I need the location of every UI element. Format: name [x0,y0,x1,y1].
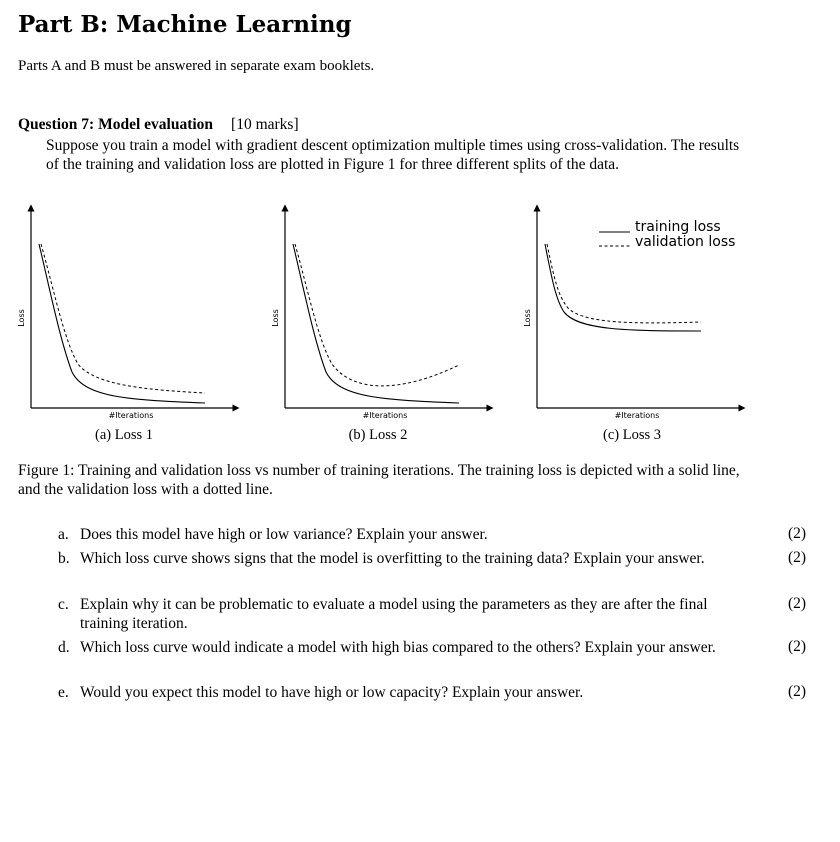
sub-question-mark: (2) [788,525,807,542]
caption-loss-1: (a) Loss 1 [95,427,153,443]
sub-question-text: Which loss curve would indicate a model with high bias compared to the others? Explain your answer. [80,639,716,656]
sub-question-mark: (2) [788,595,807,612]
validation-loss-line [547,244,701,323]
sub-question-text: Does this model have high or low variance? Explain your answer. [80,526,488,543]
x-axis-label: #Iterations [108,411,154,420]
training-loss-line [39,244,205,403]
chart-loss-2 [264,200,504,420]
sub-question-a [58,525,742,544]
chart-loss-3 [516,200,756,420]
caption-loss-2: (b) Loss 2 [348,427,408,443]
sub-question-letter: e. [58,684,69,701]
sub-question-c [58,595,742,633]
validation-loss-line [41,244,205,393]
sub-question-letter: b. [58,550,70,567]
sub-question-mark: (2) [788,638,807,655]
sub-question-text: Would you expect this model to have high or low capacity? Explain your answer. [80,684,584,701]
sub-question-text: Which loss curve shows signs that the model is overfitting to the training data? Explain your answer. [80,550,705,567]
sub-question-letter: c. [58,596,69,613]
y-axis-label: Loss [523,309,532,327]
sub-question-letter: d. [58,639,70,656]
training-loss-line [293,244,459,403]
caption-loss-3: (c) Loss 3 [603,427,661,443]
y-axis-label: Loss [271,309,280,327]
sub-question-mark: (2) [788,683,807,700]
sub-question-mark: (2) [788,549,807,566]
training-loss-line [545,244,701,331]
question-marks: [10 marks] [231,116,299,133]
sub-question-e [58,683,742,702]
y-axis-label: Loss [17,309,26,327]
sub-question-text: Explain why it can be problematic to evaluate a model using the parameters as they are after the final training iteration. [80,596,708,632]
validation-loss-line [295,244,459,386]
legend-validation-label: validation loss [635,234,736,250]
question-body: Suppose you train a model with gradient descent optimization multiple times using cross-validation. The results of the training and validation loss are plotted in Figure 1 for three different splits of the data. [46,137,740,173]
question-title: Question 7: Model evaluation [18,116,214,133]
part-title: Part B: Machine Learning [18,11,352,38]
legend-training-label: training loss [635,219,721,235]
question-header [18,116,299,134]
sub-question-letter: a. [58,526,69,543]
figure-caption: Figure 1: Training and validation loss vs number of training iterations. The training loss is depicted with a solid line, and the validation loss with a dotted line. [18,462,740,498]
chart-loss-1 [10,200,250,420]
sub-question-d [58,638,742,657]
instructions: Parts A and B must be answered in separate exam booklets. [18,58,375,74]
x-axis-label: #Iterations [614,411,660,420]
x-axis-label: #Iterations [362,411,408,420]
sub-question-b [58,549,742,568]
